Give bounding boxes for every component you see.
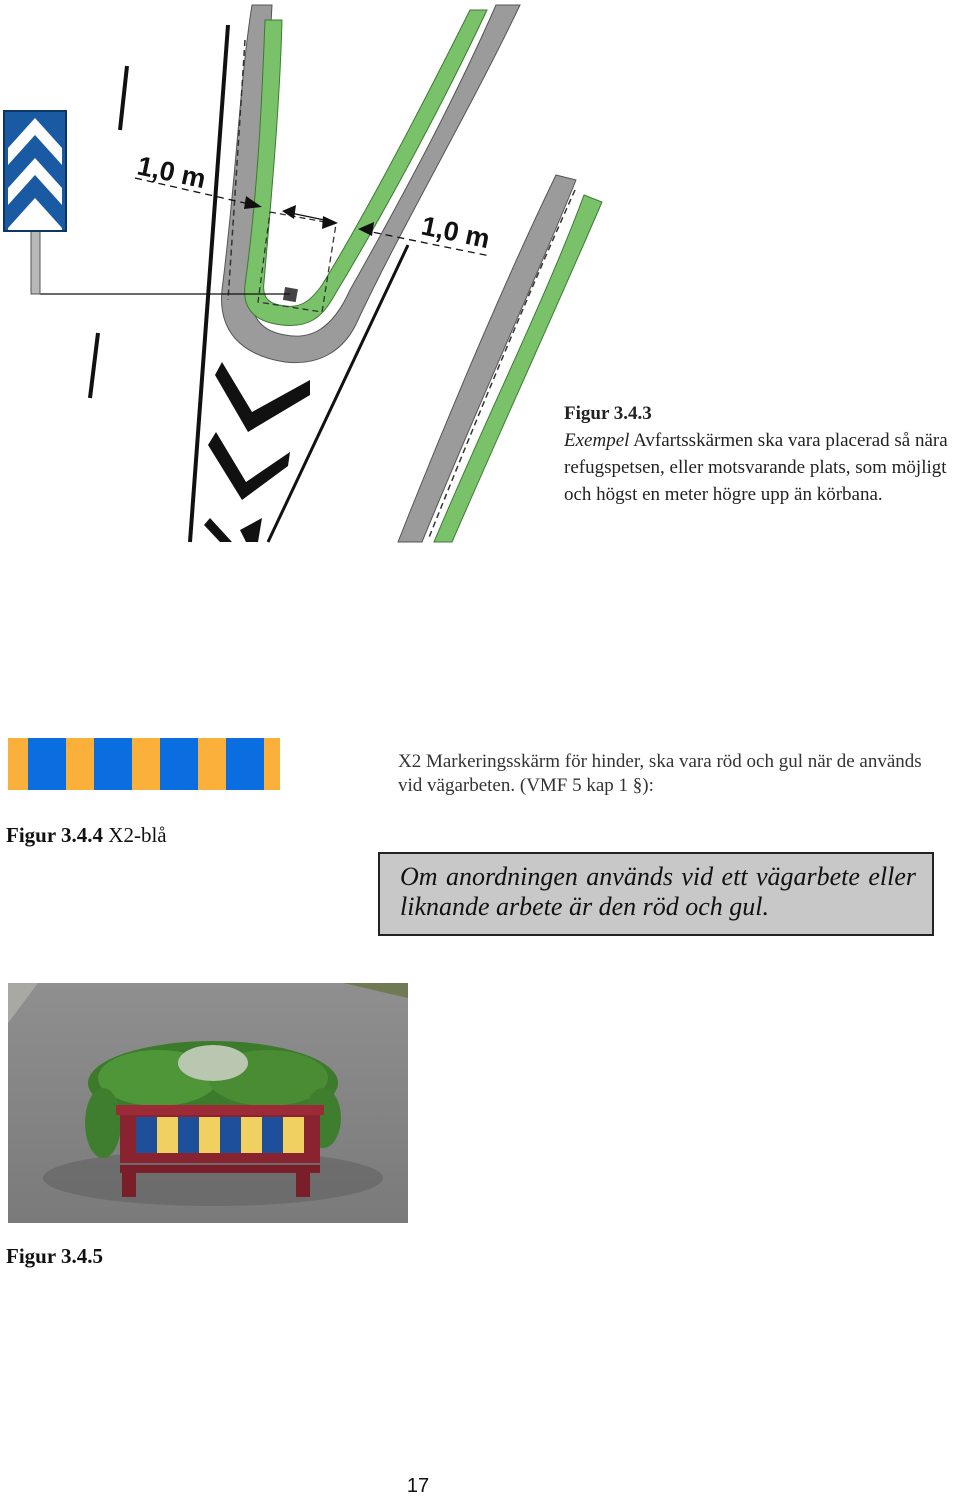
photo-stripe-segment (178, 1117, 199, 1153)
sign-post (31, 230, 40, 294)
figure-label: Figur 3.4.3 (564, 403, 652, 424)
photo-stripe-segment (283, 1117, 304, 1153)
blue-chevron-sign (4, 111, 66, 231)
x2-marker-screen (8, 738, 280, 790)
figure-3-4-3-caption (564, 400, 960, 508)
stripe-segment (226, 738, 264, 790)
road-chevron (204, 518, 232, 542)
stripe-segment (66, 738, 94, 790)
photo-stripe-segment (220, 1117, 241, 1153)
photo-stripe-segment (262, 1117, 283, 1153)
road-chevron (215, 362, 310, 432)
figure-3-4-4-caption (6, 823, 167, 848)
page-number: 17 (406, 1475, 430, 1497)
stripe-segment (8, 738, 28, 790)
photo-stripe-segment (199, 1117, 220, 1153)
caption-italic: Exempel (564, 430, 630, 451)
dimension-arrow (282, 205, 296, 219)
note-box: Om anordningen används vid ett vägarbete eller liknande arbete är den röd och gul. (378, 852, 934, 936)
stripe-segment (28, 738, 66, 790)
photo-stripe-segment (136, 1117, 157, 1153)
road-chevron (240, 518, 262, 542)
stripe-segment (132, 738, 160, 790)
stripe-segment (198, 738, 226, 790)
lane-mark (90, 333, 98, 398)
lane-mark (120, 66, 127, 130)
figure-3-4-5-caption: Figur 3.4.5 (6, 1244, 104, 1268)
photo-stripe-segment (157, 1117, 178, 1153)
stripe-segment (94, 738, 132, 790)
planter-photo (8, 983, 408, 1223)
x2-description: X2 Markeringsskärm för hinder, ska vara röd och gul när de används vid vägarbeten. (VMF 5 kap 1 §): (398, 751, 922, 796)
caption-text: X2-blå (108, 823, 167, 847)
stripe-segment (264, 738, 280, 790)
figure-label: Figur 3.4.4 (6, 823, 104, 847)
road-diagram (0, 0, 620, 545)
caption-text: Avfartsskärmen ska vara placerad så nära refugspetsen, eller motsvarande plats, som möjligt och högst en meter högre upp än körbana. (564, 430, 948, 505)
photo-stripe-segment (241, 1117, 262, 1153)
stripe-segment (160, 738, 198, 790)
dimension-label-left: 1,0 m (134, 150, 209, 195)
dimension-label-right: 1,0 m (418, 210, 493, 255)
road-chevron (208, 432, 290, 500)
